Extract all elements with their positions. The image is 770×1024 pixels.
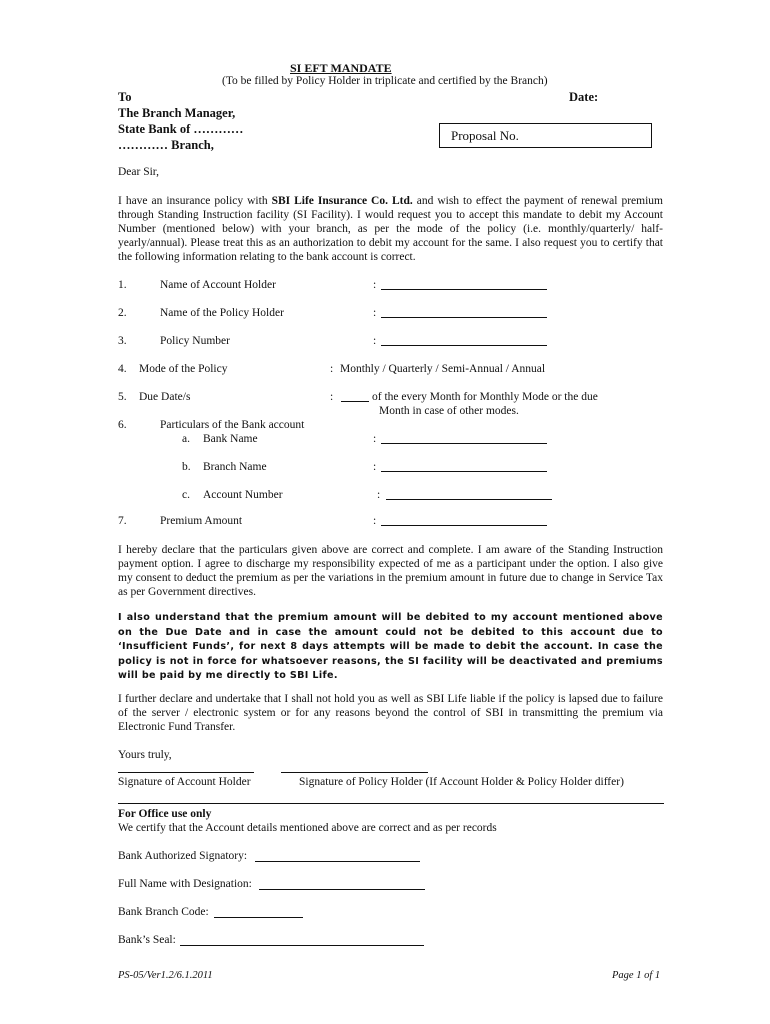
account-holder-signature-label: Signature of Account Holder [118,776,251,788]
field-1-colon: : [373,279,377,291]
account-number-field[interactable] [386,489,552,500]
date-label: Date: [569,90,599,104]
form-subtitle: (To be filled by Policy Holder in triplicate and certified by the Branch) [222,75,548,87]
declaration-paragraph-1: I hereby declare that the particulars given above are correct and complete. I am aware of the Standing Instruction payment option. I agree to discharge my responsibility expected of me as a participant under the option. I also give my consent to deduct the premium as per the variations in the premium amount in future due to change in Service Tax as per Government directives. [118,544,663,598]
field-4-colon: : [330,363,334,375]
form-code: PS-05/Ver1.2/6.1.2011 [118,970,213,981]
branch-code-label: Bank Branch Code: [118,906,209,918]
field-6c-colon: : [377,489,381,501]
branch-code-field[interactable] [214,906,303,918]
field-5-number: 5. [118,391,127,403]
field-6a-colon: : [373,433,377,445]
policy-holder-name-field[interactable] [381,307,547,318]
field-1-label: Name of Account Holder [160,279,276,291]
field-5-colon: : [330,391,334,403]
address-line-1: The Branch Manager, [118,106,236,120]
field-2-colon: : [373,307,377,319]
proposal-number-label: Proposal No. [451,128,519,143]
field-6b-letter: b. [182,461,191,473]
to-label: To [118,90,132,104]
field-6b-label: Branch Name [203,461,267,473]
full-name-designation-label: Full Name with Designation: [118,878,252,890]
account-holder-signature-line[interactable] [118,772,254,773]
field-3-number: 3. [118,335,127,347]
account-holder-name-field[interactable] [381,279,547,290]
policy-number-field[interactable] [381,335,547,346]
policy-holder-signature-line[interactable] [281,772,428,773]
field-6c-label: Account Number [203,489,283,501]
field-6c-letter: c. [182,489,190,501]
declaration-paragraph-3: I further declare and undertake that I shall not hold you as well as SBI Life liable if the policy is lapsed due to failure of the server / electronic system or for any reasons beyond the control of SBI in transmitting the premium via Electronic Fund Transfer. [118,693,663,733]
policy-mode-options[interactable]: Monthly / Quarterly / Semi-Annual / Annual [340,363,546,375]
page-number: Page 1 of 1 [612,970,661,981]
due-date-field[interactable] [341,391,369,402]
field-7-colon: : [373,515,377,527]
field-6b-colon: : [373,461,377,473]
form-title: SI EFT MANDATE [290,61,392,75]
office-certify-text: We certify that the Account details mentioned above are correct and as per records [118,822,497,834]
bank-name-field[interactable] [381,433,547,444]
field-1-number: 1. [118,279,127,291]
field-6a-letter: a. [182,433,190,445]
field-7-label: Premium Amount [160,515,243,527]
declaration-paragraph-2: I also understand that the premium amount will be debited to my account mentioned above on the Due Date and in case the amount could not be debited to this account due to ‘Insufficient Funds’, for next 8 days attempts will be made to debit the account. In case the policy is not in force for whatsoever reasons, the SI facility will be deactivated and premiums will be paid by me directly to SBI Life. [118,612,663,681]
field-4-number: 4. [118,363,127,375]
intro-text-post: and wish to effect the payment of renewal premium through Standing Instruction facility (SI Facility). I would request you to accept this mandate to debit my Account Number (mentioned below) with your branch, as per the mode of the policy (i.e. monthly/quarterly/ half-yearly/annual). Please treat this as an authorization to debit my account for the same. I also request you to certify that the following information relating to the bank account is correct. [118,195,663,263]
bank-seal-label: Bank’s Seal: [118,934,176,946]
field-2-number: 2. [118,307,127,319]
field-6a-label: Bank Name [203,433,258,445]
branch-name-field[interactable] [381,461,547,472]
address-line-2: State Bank of ………… [118,122,244,136]
company-name: SBI Life Insurance Co. Ltd. [271,195,413,207]
premium-amount-field[interactable] [381,515,547,526]
section-divider [118,803,664,804]
authorized-signatory-field[interactable] [255,850,420,862]
field-3-colon: : [373,335,377,347]
policy-holder-signature-label: Signature of Policy Holder (If Account Holder & Policy Holder differ) [299,776,624,788]
authorized-signatory-label: Bank Authorized Signatory: [118,850,248,862]
intro-text-pre: I have an insurance policy with [118,195,272,207]
proposal-number-box[interactable] [439,123,652,148]
intro-paragraph [118,194,663,264]
due-date-note-1: of the every Month for Monthly Mode or the due [372,391,598,403]
address-line-3: ………… Branch, [118,138,214,152]
field-7-number: 7. [118,515,127,527]
field-6-label: Particulars of the Bank account [160,419,305,431]
field-3-label: Policy Number [160,335,230,347]
field-5-label: Due Date/s [139,391,191,403]
closing: Yours truly, [118,749,172,761]
salutation: Dear Sir, [118,166,160,178]
due-date-note-2: Month in case of other modes. [379,405,519,417]
bank-seal-field[interactable] [180,934,424,946]
field-6-number: 6. [118,419,127,431]
field-4-label: Mode of the Policy [139,363,228,375]
office-use-heading: For Office use only [118,808,212,820]
field-2-label: Name of the Policy Holder [160,307,284,319]
full-name-designation-field[interactable] [259,878,425,890]
